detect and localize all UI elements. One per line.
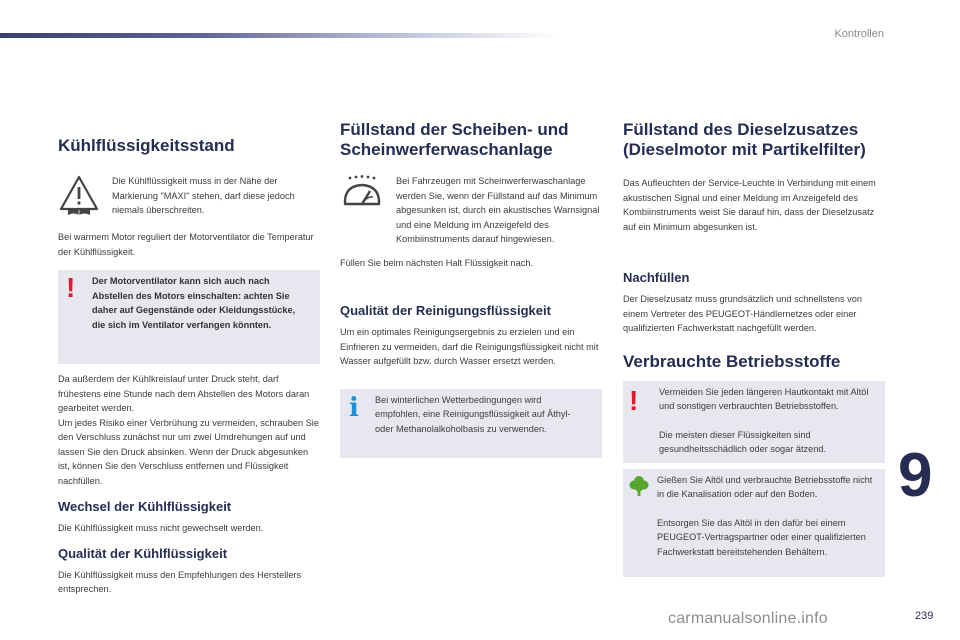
washer-title-line-1: Füllstand der Scheiben- und <box>340 120 569 139</box>
coolant-change-text: Die Kühlflüssigkeit muss nicht gewechselt werden. <box>58 523 264 533</box>
washer-quality-title: Qualität der Reinigungsflüssigkeit <box>340 303 551 318</box>
tree-icon <box>629 475 649 502</box>
exclamation-icon: ! <box>66 272 76 303</box>
used-fluids-title: Verbrauchte Betriebsstoffe <box>623 351 841 371</box>
used-fluids-warning-a: Vermeiden Sie jeden längeren Hautkontakt mit Altöl und sonstigen verbrauchten Betriebsstoffen. <box>659 386 869 411</box>
coolant-para-2: Da außerdem der Kühlkreislauf unter Druck steht, darf frühestens eine Stunde nach dem Abstellen des Motors daran gearbeitet werden. <box>58 374 310 413</box>
watermark: carmanualsonline.info <box>668 610 828 627</box>
coolant-quality-title: Qualität der Kühlflüssigkeit <box>58 545 228 561</box>
used-fluids-warning-box <box>623 381 885 463</box>
top-color-bar <box>0 33 560 38</box>
coolant-para-1: Bei warmem Motor reguliert der Motorventilator die Temperatur der Kühlflüssigkeit. <box>58 232 314 257</box>
diesel-title-line-2: (Dieselmotor mit Partikelfilter) <box>623 140 866 159</box>
washer-info-text: Bei winterlichen Wetterbedingungen wird empfohlen, eine Reinigungsflüssigkeit auf Äthyl- oder Methanolalkoholbasis zu verwenden. <box>375 394 571 434</box>
washer-quality-text: Um ein optimales Reinigungsergebnis zu erzielen und ein Einfrieren zu vermeiden, darf die Reinigungsflüssigkeit nicht mit Wasser aufgefüllt bzw. durch Wasser ersetzt werden. <box>340 327 599 366</box>
environment-text-a: Gießen Sie Altöl und verbrauchte Betriebsstoffe nicht in die Kanalisation oder auf den Boden. <box>657 474 873 499</box>
column-diesel <box>623 120 885 577</box>
refill-title: Nachfüllen <box>623 270 690 285</box>
coolant-icon-text: Die Kühlflüssigkeit muss in der Nähe der Markierung "MAXI" stehen, darf diese jedoch niemals überschreiten. <box>112 176 295 215</box>
section-name: Kontrollen <box>834 28 884 40</box>
environment-box <box>623 469 885 577</box>
washer-icon-text: Bei Fahrzeugen mit Scheinwerferwaschanlage werden Sie, wenn der Füllstand auf das Minimum abgesunken ist, durch ein akustisches Warnsignal und eine Meldung im Anzeigefeld des Kombiinstruments darauf hingewiesen. <box>396 176 600 244</box>
coolant-para-3: Um jedes Risiko einer Verbrühung zu vermeiden, schrauben Sie den Verschluss zunächst nur um zwei Umdrehungen auf und lassen Sie den Druck absinken. Wenn der Druck abgesunken ist, können Sie den Verschluss entfernen und Flüssigkeit nachfüllen. <box>58 417 319 486</box>
info-icon: i <box>349 392 359 423</box>
coolant-change-title: Wechsel der Kühlflüssigkeit <box>58 499 232 514</box>
washer-fluid-icon <box>340 174 396 247</box>
chapter-number: 9 <box>898 441 933 510</box>
coolant-warning-box <box>58 270 320 364</box>
diesel-para-1: Das Aufleuchten der Service-Leuchte in Verbindung mit einem akustischen Signal und einer Meldung im Anzeigefeld des Kombiinstruments weist Sie darauf hin, dass der Dieselzusatz auf ein Minimum abgesunken ist. <box>623 178 876 232</box>
washer-title-line-2: Scheinwerferwaschanlage <box>340 140 553 159</box>
page-number: 239 <box>915 610 934 622</box>
washer-para-1: Füllen Sie beim nächsten Halt Flüssigkeit nach. <box>340 257 534 268</box>
environment-text-b: Entsorgen Sie das Altöl in den dafür bei einem PEUGEOT-Vertragspartner oder einer qualifizierten Fachwerkstatt bereitstehenden Behältern. <box>657 517 866 557</box>
coolant-warning-text: Der Motorventilator kann sich auch nach Abstellen des Motors einschalten: achten Sie daher auf Gegenstände oder Kleidungsstücke, die sich im Ventilator verfangen könnten. <box>92 276 296 330</box>
diesel-title-line-1: Füllstand des Dieselzusatzes <box>623 120 859 139</box>
column-coolant <box>58 120 320 597</box>
coolant-quality-text: Die Kühlflüssigkeit muss den Empfehlungen des Herstellers entsprechen. <box>58 569 302 594</box>
column-washer <box>340 120 602 458</box>
coolant-warning-book-icon <box>58 174 112 221</box>
coolant-title: Kühlflüssigkeitsstand <box>58 136 235 155</box>
exclamation-icon: ! <box>629 384 639 416</box>
washer-info-box <box>340 389 602 458</box>
refill-text: Der Dieselzusatz muss grundsätzlich und schnellstens von einem Vertreter des PEUGEOT-Händlernetzes oder einer qualifizierten Fachwerkstatt nachgefüllt werden. <box>623 294 862 333</box>
used-fluids-warning-b: Die meisten dieser Flüssigkeiten sind gesundheitsschädlich oder sogar ätzend. <box>659 429 827 454</box>
